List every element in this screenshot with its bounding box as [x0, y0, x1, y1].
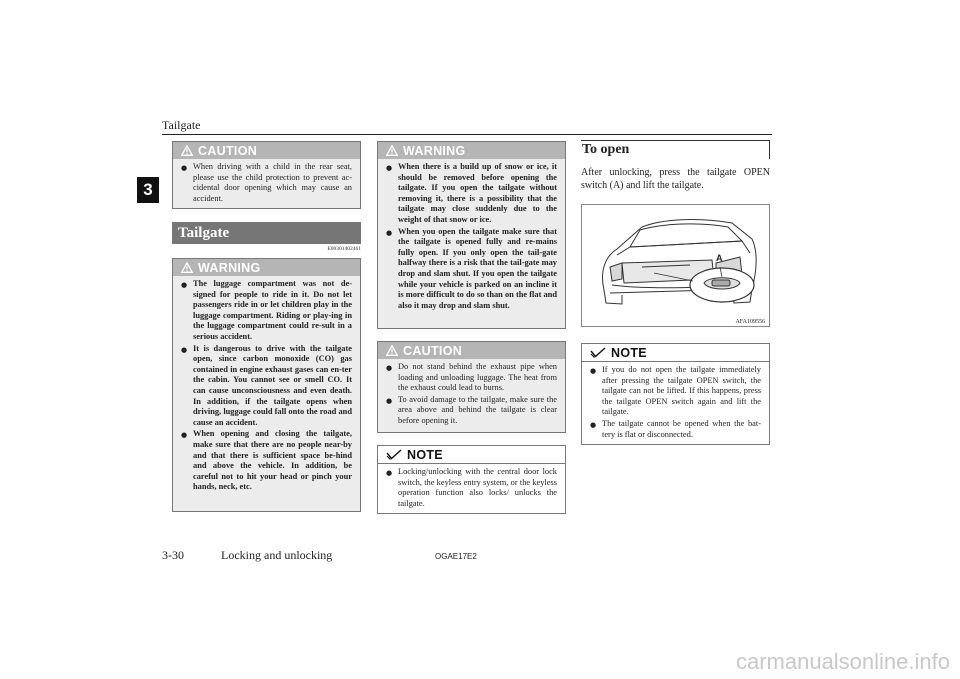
list-item [590, 419, 761, 440]
list-item [386, 227, 557, 312]
warning-header [378, 142, 565, 159]
caution-header [173, 142, 360, 159]
list-item [181, 279, 352, 343]
caution-header [378, 342, 565, 359]
figure-label-a: A [716, 253, 723, 263]
list-item [181, 162, 352, 204]
warning-header [173, 259, 360, 276]
list-item [386, 467, 557, 509]
note-title: NOTE [611, 345, 647, 360]
note-header [582, 344, 769, 362]
running-header-title: Tailgate [162, 118, 201, 132]
bullet-icon: ● [181, 431, 188, 440]
figure-code: AFA109556 [735, 319, 765, 325]
list-item [181, 429, 352, 493]
list-item [386, 362, 557, 394]
bullet-icon: ● [386, 364, 393, 372]
note-box-open-switch [581, 343, 770, 445]
warning-title: WARNING [198, 260, 261, 275]
note-text: The tailgate cannot be opened when the bat-tery is flat or disconnected. [602, 418, 761, 439]
section-code: E00301402461 [327, 246, 361, 252]
warning-triangle-icon [386, 345, 398, 356]
warning-text: When you open the tailgate make sure that the tailgate is opened fully and re-mains fully open. If you only open the tail-gate halfway there is a risk that the tail-gate may drop and slam shut. If you open the tailgate while your vehicle is parked on an incline it is more difficult to do so than on the flat and also it may drop and slam shut. [398, 226, 557, 310]
warning-title: WARNING [403, 143, 466, 158]
section-title: Tailgate [172, 222, 361, 244]
note-text: If you do not open the tailgate immediately after pressing the tailgate OPEN switch, the tailgate can not be lifted. If this happens, press the tailgate OPEN switch again and lift the tailgate. [602, 365, 761, 417]
caution-box-child-protection [172, 141, 361, 209]
chapter-tab: 3 [137, 177, 159, 203]
caution-text: To avoid damage to the tailgate, make sure the area above and behind the tailgate is clear before opening it. [398, 394, 557, 425]
caution-box-exhaust [377, 341, 566, 433]
warning-triangle-icon [386, 145, 398, 156]
bullet-icon: ● [386, 228, 393, 237]
header-rule [162, 134, 772, 135]
document-code: OGAE17E2 [435, 552, 477, 561]
caution-text: When driving with a child in the rear seat, please use the child protection to prevent ac-cidental door opening which may cause an accident. [193, 162, 352, 203]
note-text: Locking/unlocking with the central door lock switch, the keyless entry system, or the keyless operation function also locks/ unlocks the tailgate. [398, 467, 557, 508]
warning-text: It is dangerous to drive with the tailgate open, since carbon monoxide (CO) gas contained in engine exhaust gases can en-ter the cabin. You cannot see or smell CO. It can cause unconsciousness and even death. In addition, if the tailgate opens when driving, luggage could fall onto the road and cause an accident. [193, 343, 352, 427]
caution-text: Do not stand behind the exhaust pipe when loading and unloading luggage. The heat from the exhaust could lead to burns. [398, 362, 557, 393]
list-item [181, 344, 352, 429]
warning-text: The luggage compartment was not de-signed for people to ride in it. Do not let passengers ride in or let children play in the luggage compartment. Riding or play-ing in the luggage compartment could re-sult in a serious accident. [193, 279, 352, 341]
bullet-icon: ● [181, 164, 188, 172]
footer-section-title: Locking and unlocking [221, 548, 333, 562]
to-open-heading: To open [581, 140, 770, 159]
tailgate-figure [581, 204, 770, 327]
bullet-icon: ● [181, 345, 188, 354]
watermark: carmanualsonline.info [735, 649, 950, 674]
warning-triangle-icon [181, 145, 193, 156]
list-item [386, 395, 557, 427]
caution-title: CAUTION [198, 143, 258, 158]
note-check-icon [590, 347, 606, 358]
to-open-text: After unlocking, press the tailgate OPEN switch (A) and lift the tailgate. [581, 167, 770, 191]
warning-box-snow-ice [377, 141, 566, 329]
bullet-icon: ● [386, 164, 393, 172]
list-item [590, 365, 761, 418]
warning-triangle-icon [181, 262, 193, 273]
warning-text: When there is a build up of snow or ice, it should be removed before opening the tailgate. If you open the tailgate without removing it, there is a possibility that the tailgate may close suddenly due to the weight of that snow or ice. [398, 162, 557, 224]
warning-box-luggage [172, 258, 361, 512]
note-title: NOTE [407, 447, 443, 462]
bullet-icon: ● [181, 281, 188, 289]
caution-title: CAUTION [403, 343, 463, 358]
bullet-icon: ● [590, 367, 597, 375]
tailgate-illustration [582, 205, 769, 315]
bullet-icon: ● [590, 420, 597, 429]
bullet-icon: ● [386, 469, 393, 477]
page-number: 3-30 [162, 548, 184, 562]
bullet-icon: ● [386, 396, 393, 405]
warning-text: When opening and closing the tailgate, make sure that there are no people near-by and that there is sufficient space be-hind and above the vehicle. In addition, be careful not to hit your head or pinch your hands, neck, etc. [193, 429, 352, 492]
note-header [378, 446, 565, 464]
list-item [386, 162, 557, 226]
note-check-icon [386, 449, 402, 460]
note-box-locking [377, 445, 566, 514]
